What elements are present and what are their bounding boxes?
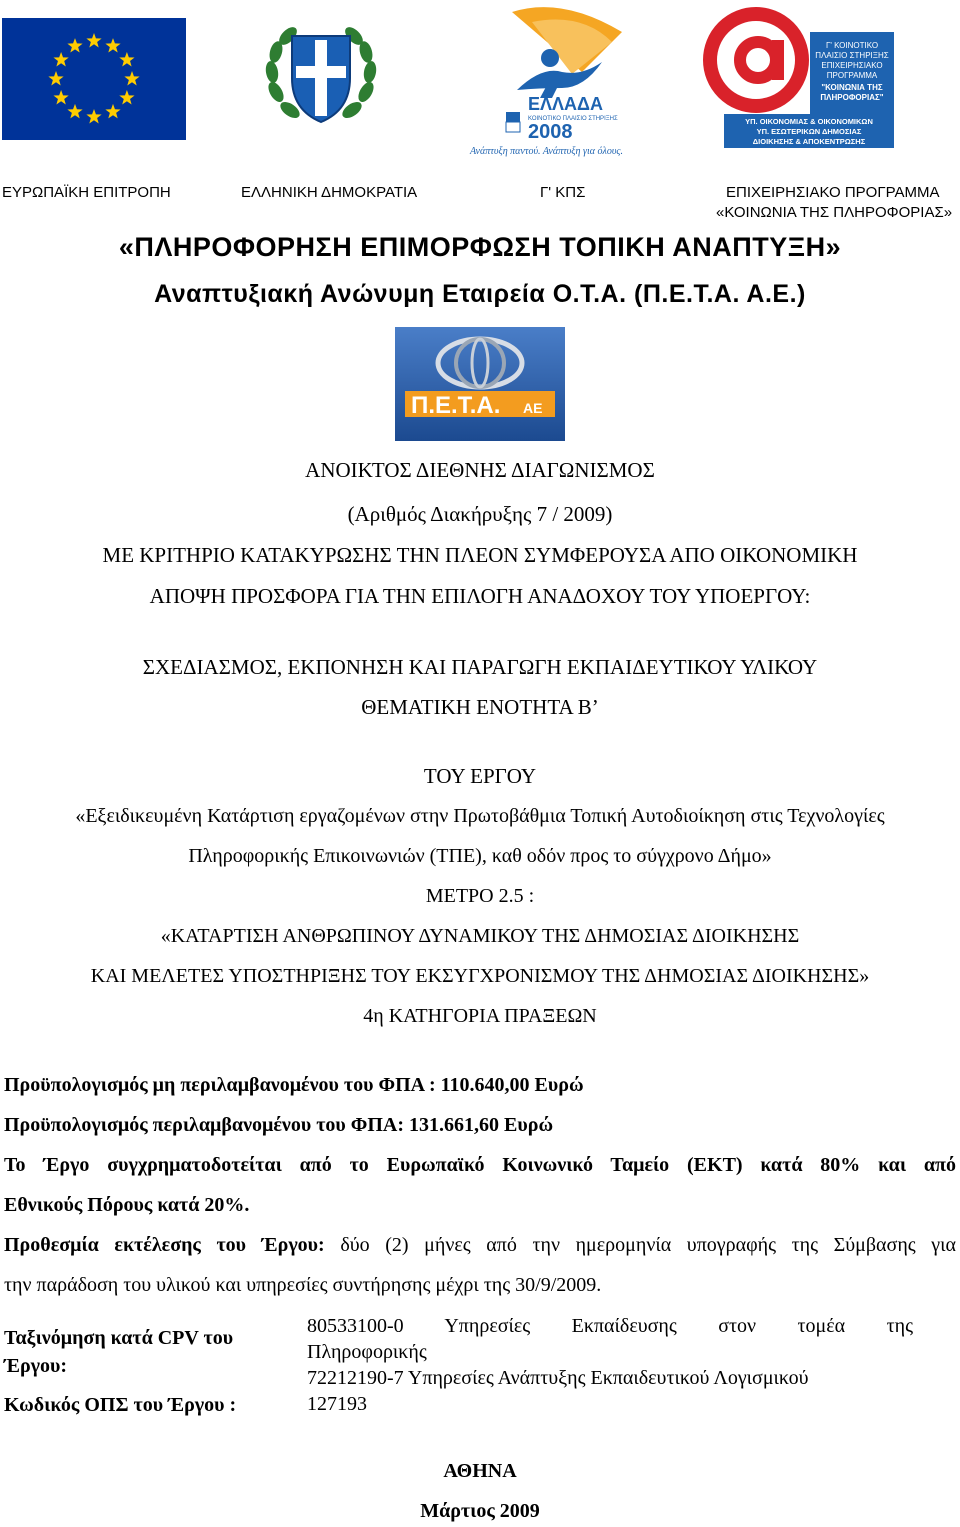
page-subtitle: Αναπτυξιακή Ανώνυμη Εταιρεία Ο.Τ.Α. (Π.Ε.Τ.Α. Α.Ε.) (154, 280, 806, 308)
tender-title: ΑΝΟΙΚΤΟΣ ΔΙΕΘΝΗΣ ΔΙΑΓΩΝΙΣΜΟΣ (305, 458, 655, 482)
deadline-line-2: την παράδοση του υλικού και υπηρεσίες συντήρησης μέχρι της 30/9/2009. (4, 1274, 602, 1296)
cpv-label-line-1: Ταξινόμηση κατά CPV του (4, 1327, 234, 1349)
svg-text:Γ' ΚΟΙΝΟΤΙΚΟ: Γ' ΚΟΙΝΟΤΙΚΟ (825, 41, 879, 50)
svg-text:ΠΛΑΙΣΙΟ ΣΤΗΡΙΞΗΣ: ΠΛΑΙΣΙΟ ΣΤΗΡΙΞΗΣ (815, 51, 889, 60)
svg-text:ΠΡΟΓΡΑΜΜΑ: ΠΡΟΓΡΑΜΜΑ (826, 71, 878, 80)
project-line-1: «Εξειδικευμένη Κατάρτιση εργαζομένων στην Πρωτοβάθμια Τοπική Αυτοδιοίκηση στις Τεχνολογίες (75, 805, 885, 827)
project-line-2: Πληροφορικής Επικοινωνιών (ΤΠΕ), καθ οδόν προς το σύγχρονο Δήμο» (188, 845, 772, 867)
information-society-logo (700, 4, 900, 150)
org-program-label-1: ΕΠΙΧΕΙΡΗΣΙΑΚΟ ΠΡΟΓΡΑΜΜΑ (726, 184, 940, 201)
svg-text:ΠΛΗΡΟΦΟΡΙΑΣ": ΠΛΗΡΟΦΟΡΙΑΣ" (820, 93, 884, 102)
greek-emblem-icon (262, 22, 380, 130)
deadline-text-1: δύο (2) μήνες από την ημερομηνία υπογραφής της Σύμβασης για (324, 1234, 956, 1256)
ops-value: 127193 (307, 1393, 367, 1415)
project-label: ΤΟΥ ΕΡΓΟΥ (423, 764, 537, 788)
svg-text:ΥΠ. ΕΣΩΤΕΡΙΚΩΝ ΔΗΜΟΣΙΑΣ: ΥΠ. ΕΣΩΤΕΡΙΚΩΝ ΔΗΜΟΣΙΑΣ (756, 127, 862, 136)
footer-date: Μάρτιος 2009 (420, 1500, 540, 1522)
eu-flag-icon (2, 18, 186, 140)
org-program-label-2: «ΚΟΙΝΩΝΙΑ ΤΗΣ ΠΛΗΡΟΦΟΡΙΑΣ» (716, 204, 953, 221)
tender-number: (Αριθμός Διακήρυξης 7 / 2009) (347, 502, 613, 526)
measure-line-1: «ΚΑΤΑΡΤΙΣΗ ΑΝΘΡΩΠΙΝΟΥ ΔΥΝΑΜΙΚΟΥ ΤΗΣ ΔΗΜΟΣΙΑΣ ΔΙΟΙΚΗΣΗΣ (160, 925, 800, 947)
tender-criterion-line-1: ΜΕ ΚΡΙΤΗΡΙΟ ΚΑΤΑΚΥΡΩΣΗΣ ΤΗΝ ΠΛΕΟΝ ΣΥΜΦΕΡΟΥΣΑ ΑΠΟ ΟΙΚΟΝΟΜΙΚΗ (102, 543, 858, 567)
cpv-value-1-line-1: 80533100-0 Υπηρεσίες Εκπαίδευσης στον τομέα της (307, 1315, 913, 1337)
svg-text:Ανάπτυξη παντού. Ανάπτυξη για: Ανάπτυξη παντού. Ανάπτυξη για όλους. (470, 146, 623, 157)
funding-line-1: Το Έργο συγχρηματοδοτείται από το Ευρωπαϊκό Κοινωνικό Ταμείο (ΕΚΤ) κατά 80% και από (4, 1154, 956, 1176)
svg-text:ΕΠΙΧΕΙΡΗΣΙΑΚΟ: ΕΠΙΧΕΙΡΗΣΙΑΚΟ (821, 61, 883, 70)
peta-logo (395, 327, 565, 441)
cpv-value-2: 72212190-7 Υπηρεσίες Ανάπτυξης Εκπαιδευτικού Λογισμικού (307, 1367, 809, 1389)
svg-text:"ΚΟΙΝΩΝΙΑ ΤΗΣ: "ΚΟΙΝΩΝΙΑ ΤΗΣ (821, 83, 883, 92)
svg-text:ΑΕ: ΑΕ (523, 400, 543, 416)
deadline-label: Προθεσμία εκτέλεσης του Έργου: (4, 1234, 325, 1256)
subproject-line-2: ΘΕΜΑΤΙΚΗ ΕΝΟΤΗΤΑ Β’ (361, 695, 599, 719)
cpv-value-1-line-2: Πληροφορικής (307, 1341, 427, 1363)
budget-excl-vat: Προϋπολογισμός μη περιλαμβανομένου του ΦΠΑ : 110.640,00 Ευρώ (4, 1074, 584, 1096)
org-greece-label: ΕΛΛΗΝΙΚΗ ΔΗΜΟΚΡΑΤΙΑ (241, 184, 418, 201)
svg-text:ΚΟΙΝΟΤΙΚΟ ΠΛΑΙΣΙΟ ΣΤΗΡΙΞΗΣ: ΚΟΙΝΟΤΙΚΟ ΠΛΑΙΣΙΟ ΣΤΗΡΙΞΗΣ (528, 116, 618, 122)
cpv-label-line-2: Έργου: (4, 1355, 68, 1377)
page-title: «ΠΛΗΡΟΦΟΡΗΣΗ ΕΠΙΜΟΡΦΩΣΗ ΤΟΠΙΚΗ ΑΝΑΠΤΥΞΗ» (118, 232, 842, 262)
measure-line-2: ΚΑΙ ΜΕΛΕΤΕΣ ΥΠΟΣΤΗΡΙΞΗΣ ΤΟΥ ΕΚΣΥΓΧΡΟΝΙΣΜΟΥ ΤΗΣ ΔΗΜΟΣΙΑΣ ΔΙΟΙΚΗΣΗΣ» (90, 965, 870, 987)
subproject-line-1: ΣΧΕΔΙΑΣΜΟΣ, ΕΚΠΟΝΗΣΗ ΚΑΙ ΠΑΡΑΓΩΓΗ ΕΚΠΑΙΔΕΥΤΙΚΟΥ ΥΛΙΚΟΥ (142, 655, 818, 679)
svg-text:ΥΠ. ΟΙΚΟΝΟΜΙΑΣ & ΟΙΚΟΝΟΜΙΚΩΝ: ΥΠ. ΟΙΚΟΝΟΜΙΑΣ & ΟΙΚΟΝΟΜΙΚΩΝ (745, 117, 873, 126)
org-kps-label: Γ' ΚΠΣ (540, 184, 586, 201)
ops-label: Κωδικός ΟΠΣ του Έργου : (4, 1394, 237, 1416)
greece-2008-logo (462, 2, 660, 160)
greece-2008-title: ΕΛΛΑΔΑ (528, 94, 603, 114)
svg-text:Π.Ε.Τ.Α.: Π.Ε.Τ.Α. (411, 392, 501, 419)
category-label: 4η ΚΑΤΗΓΟΡΙΑ ΠΡΑΞΕΩΝ (363, 1005, 597, 1027)
footer-city: ΑΘΗΝΑ (443, 1460, 517, 1482)
svg-text:ΔΙΟΙΚΗΣΗΣ & ΑΠΟΚΕΝΤΡΩΣΗΣ: ΔΙΟΙΚΗΣΗΣ & ΑΠΟΚΕΝΤΡΩΣΗΣ (752, 137, 866, 146)
tender-criterion-line-2: ΑΠΟΨΗ ΠΡΟΣΦΟΡΑ ΓΙΑ ΤΗΝ ΕΠΙΛΟΓΗ ΑΝΑΔΟΧΟΥ ΤΟΥ ΥΠΟΕΡΓΟΥ: (149, 584, 811, 608)
measure-label: ΜΕΤΡΟ 2.5 : (425, 885, 535, 907)
funding-line-2: Εθνικούς Πόρους κατά 20%. (4, 1194, 250, 1216)
deadline-line-1 (4, 1234, 956, 1257)
org-eu-label: ΕΥΡΩΠΑΪΚΗ ΕΠΙΤΡΟΠΗ (2, 184, 171, 201)
svg-text:2008: 2008 (528, 121, 573, 143)
budget-incl-vat: Προϋπολογισμός περιλαμβανομένου του ΦΠΑ: 131.661,60 Ευρώ (4, 1114, 554, 1136)
